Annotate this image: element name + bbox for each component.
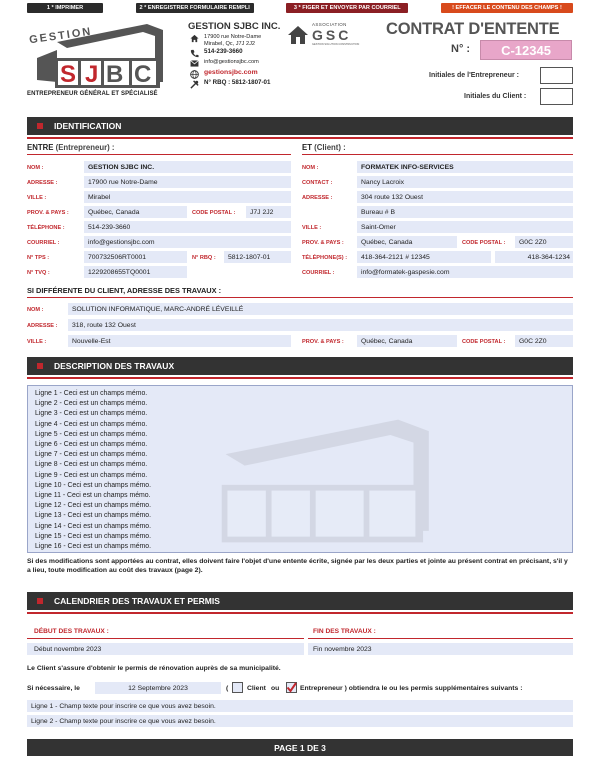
company-name: GESTION SJBC INC. bbox=[188, 21, 281, 32]
permit-line-1-field[interactable]: Ligne 1 - Champ texte pour inscrire ce que vous avez besoin. bbox=[27, 700, 573, 712]
contractor-courriel-label: COURRIEL : bbox=[27, 239, 60, 246]
checkmark-icon bbox=[286, 682, 297, 693]
svg-text:C: C bbox=[134, 61, 152, 88]
contractor-cp-field[interactable]: J7J 2J2 bbox=[246, 206, 291, 218]
tools-icon bbox=[188, 80, 200, 89]
client-adresse-label: ADRESSE : bbox=[302, 194, 333, 201]
contractor-initials-label: Initiales de l'Entrepreneur : bbox=[429, 72, 519, 79]
contractor-header: ENTRE (Entrepreneur) : bbox=[27, 143, 115, 152]
memo-line: Ligne 15 - Ceci est un champs mémo. bbox=[35, 532, 152, 540]
memo-line: Ligne 9 - Ceci est un champs mémo. bbox=[35, 471, 148, 479]
company-rbq: N° RBQ : 5812-1807-01 bbox=[204, 79, 271, 86]
contractor-tps-label: N° TPS : bbox=[27, 254, 50, 261]
contractor-adresse-field[interactable]: 17900 rue Notre-Dame bbox=[84, 176, 291, 188]
divider bbox=[27, 377, 573, 379]
memo-line: Ligne 3 - Ceci est un champs mémo. bbox=[35, 410, 148, 418]
logo-word-gestion: GESTION bbox=[28, 25, 94, 47]
works-nom-label: NOM : bbox=[27, 306, 44, 313]
contractor-ville-field[interactable]: Mirabel bbox=[84, 191, 291, 203]
association-logo bbox=[287, 22, 372, 50]
contractor-adresse-label: ADRESSE : bbox=[27, 179, 58, 186]
client-permit-checkbox[interactable] bbox=[232, 682, 243, 693]
print-button[interactable]: 1 * IMPRIMER bbox=[27, 3, 103, 13]
memo-line: Ligne 1 - Ceci est un champs mémo. bbox=[35, 390, 148, 397]
works-ville-field[interactable]: Nouvelle-Est bbox=[68, 335, 291, 347]
company-logo bbox=[27, 20, 173, 100]
contractor-tel-label: TÉLÉPHONE : bbox=[27, 224, 65, 231]
phone-icon bbox=[188, 49, 200, 58]
clear-fields-button[interactable]: ! EFFACER LE CONTENU DES CHAMPS ! bbox=[441, 3, 573, 13]
contract-title: CONTRAT D'ENTENTE bbox=[386, 20, 560, 38]
client-prov-label: PROV. & PAYS : bbox=[302, 239, 344, 246]
works-cp-label: CODE POSTAL : bbox=[462, 338, 506, 345]
memo-line: Ligne 14 - Ceci est un champs mémo. bbox=[35, 522, 152, 530]
works-prov-label: PROV. & PAYS : bbox=[302, 338, 344, 345]
contractor-cp-label: CODE POSTAL : bbox=[192, 209, 236, 216]
svg-text:J: J bbox=[85, 61, 99, 88]
memo-line: Ligne 5 - Ceci est un champs mémo. bbox=[35, 430, 148, 438]
works-address-header: SI DIFFÉRENTE DU CLIENT, ADRESSE DES TRAVAUX : bbox=[27, 286, 222, 295]
contractor-tps-field[interactable]: 700732506RT0001 bbox=[84, 251, 187, 263]
divider bbox=[27, 137, 573, 139]
client-nom-label: NOM : bbox=[302, 164, 319, 171]
client-tel-label: TÉLÉPHONE(S) : bbox=[302, 254, 348, 261]
contractor-prov-field[interactable]: Québec, Canada bbox=[84, 206, 187, 218]
client-contact-label: CONTACT : bbox=[302, 179, 333, 186]
page-footer: PAGE 1 DE 3 bbox=[27, 739, 573, 756]
client-ville-field[interactable]: Saint-Omer bbox=[357, 221, 573, 233]
association-name: GSC bbox=[312, 27, 352, 43]
divider bbox=[27, 297, 573, 298]
lock-and-email-button[interactable]: 3 * FIGER ET ENVOYER PAR COURRIEL bbox=[286, 3, 408, 13]
contractor-courriel-field[interactable]: info@gestionsjbc.com bbox=[84, 236, 291, 248]
client-nom-field[interactable]: FORMATEK INFO-SERVICES bbox=[357, 161, 573, 173]
client-prov-field[interactable]: Québec, Canada bbox=[357, 236, 457, 248]
contractor-nom-label: NOM : bbox=[27, 164, 44, 171]
divider bbox=[27, 612, 573, 614]
contractor-option-label: Entrepreneur ) obtiendra le ou les permis supplémentaires suivants : bbox=[300, 685, 523, 692]
client-contact-field[interactable]: Nancy Lacroix bbox=[357, 176, 573, 188]
end-date-field[interactable]: Fin novembre 2023 bbox=[308, 643, 573, 655]
mail-icon bbox=[188, 59, 200, 68]
section-bullet-icon bbox=[37, 123, 43, 129]
top-action-bar bbox=[27, 3, 573, 13]
contractor-ville-label: VILLE : bbox=[27, 194, 47, 201]
client-option-label: Client bbox=[247, 685, 266, 692]
modification-note: Si des modifications sont apportées au contrat, elles doivent faire l'objet d'une entente écrite, signée par les deux parties et jointe au présent contrat en précisant, s'il y a lieu, toute modification au coût des travaux (page 2). bbox=[27, 558, 568, 574]
works-nom-field[interactable]: SOLUTION INFORMATIQUE, MARC-ANDRÉ LÉVEILLÉ bbox=[68, 303, 573, 315]
svg-text:B: B bbox=[106, 61, 124, 88]
memo-line: Ligne 16 - Ceci est un champs mémo. bbox=[35, 543, 152, 551]
contract-number-field[interactable]: C-12345 bbox=[480, 40, 572, 60]
client-tel1-field[interactable]: 418-364-2121 # 12345 bbox=[357, 251, 491, 263]
client-initials-label: Initiales du Client : bbox=[464, 93, 527, 100]
contractor-tvq-label: N° TVQ : bbox=[27, 269, 50, 276]
contract-number-label: N° : bbox=[451, 43, 471, 55]
works-adresse-field[interactable]: 318, route 132 Ouest bbox=[68, 319, 573, 331]
contractor-permit-checkbox[interactable] bbox=[286, 682, 297, 693]
contractor-rbq-label: N° RBQ : bbox=[192, 254, 216, 261]
memo-line: Ligne 7 - Ceci est un champs mémo. bbox=[35, 451, 148, 459]
permit-date-field[interactable]: 12 Septembre 2023 bbox=[95, 682, 221, 694]
save-form-button[interactable]: 2 * ENREGISTRER FORMULAIRE REMPLI bbox=[136, 3, 254, 13]
company-address-line2: Mirabel, Qc, J7J 2J2 bbox=[204, 40, 255, 47]
description-header: DESCRIPTION DES TRAVAUX bbox=[27, 357, 573, 375]
memo-line: Ligne 11 - Ceci est un champs mémo. bbox=[35, 492, 151, 500]
client-initials-field[interactable] bbox=[540, 88, 573, 105]
divider bbox=[308, 638, 573, 639]
memo-line: Ligne 8 - Ceci est un champs mémo. bbox=[35, 461, 148, 469]
client-cp-label: CODE POSTAL : bbox=[462, 239, 506, 246]
or-label: ou bbox=[271, 685, 280, 692]
memo-line: Ligne 6 - Ceci est un champs mémo. bbox=[35, 441, 148, 449]
contractor-rbq-field[interactable]: 5812-1807-01 bbox=[224, 251, 291, 263]
company-phone: 514-239-3660 bbox=[204, 47, 243, 55]
description-memo-field[interactable] bbox=[27, 385, 573, 553]
contractor-prov-label: PROV. & PAYS : bbox=[27, 209, 69, 216]
paren-open: ( bbox=[226, 685, 229, 692]
permit-line-2-field[interactable]: Ligne 2 - Champ texte pour inscrire ce que vous avez besoin. bbox=[27, 715, 573, 727]
works-adresse-label: ADRESSE : bbox=[27, 322, 58, 329]
association-tagline: GESTION SOLUTION CONSTRUCTION bbox=[312, 43, 360, 46]
globe-icon bbox=[188, 70, 200, 79]
client-courriel-label: COURRIEL : bbox=[302, 269, 335, 276]
memo-line: Ligne 13 - Ceci est un champs mémo. bbox=[35, 512, 152, 520]
start-date-field[interactable]: Début novembre 2023 bbox=[27, 643, 304, 655]
client-tel2-field[interactable]: 418-364-1234 bbox=[495, 251, 573, 263]
section-bullet-icon bbox=[37, 363, 43, 369]
end-date-label: FIN DES TRAVAUX : bbox=[313, 628, 376, 635]
home-icon bbox=[188, 34, 200, 43]
company-website[interactable]: gestionsjbc.com bbox=[204, 68, 258, 76]
contractor-initials-field[interactable] bbox=[540, 67, 573, 84]
divider bbox=[27, 638, 304, 639]
svg-text:S: S bbox=[60, 61, 77, 88]
section-bullet-icon bbox=[37, 598, 43, 604]
client-cp-field[interactable]: G0C 2Z0 bbox=[515, 236, 573, 248]
logo-subtitle: ENTREPRENEUR GÉNÉRAL ET SPÉCIALISÉ bbox=[27, 91, 158, 97]
divider bbox=[302, 154, 573, 155]
start-date-label: DÉBUT DES TRAVAUX : bbox=[34, 628, 109, 635]
memo-line: Ligne 12 - Ceci est un champs mémo. bbox=[35, 502, 152, 510]
association-small: ASSOCIATION bbox=[312, 22, 347, 27]
memo-line: Ligne 2 - Ceci est un champs mémo. bbox=[35, 400, 148, 408]
memo-line: Ligne 4 - Ceci est un champs mémo. bbox=[35, 420, 148, 428]
contractor-tel-field[interactable]: 514-239-3660 bbox=[84, 221, 291, 233]
identification-header: IDENTIFICATION bbox=[27, 117, 573, 135]
works-ville-label: VILLE : bbox=[27, 338, 47, 345]
divider bbox=[27, 154, 291, 155]
if-needed-label: Si nécessaire, le bbox=[27, 685, 80, 692]
calendar-header: CALENDRIER DES TRAVAUX ET PERMIS bbox=[27, 592, 573, 610]
memo-line: Ligne 10 - Ceci est un champs mémo. bbox=[35, 481, 152, 489]
company-email: info@gestionsjbc.com bbox=[204, 59, 259, 65]
client-courriel-field[interactable]: info@formatek-gaspesie.com bbox=[357, 266, 573, 278]
client-ville-label: VILLE : bbox=[302, 224, 322, 231]
contractor-tvq-field[interactable]: 1229208655TQ0001 bbox=[84, 266, 187, 278]
client-header: ET (Client) : bbox=[302, 143, 346, 152]
works-cp-field[interactable]: G0C 2Z0 bbox=[515, 335, 573, 347]
works-prov-field[interactable]: Québec, Canada bbox=[357, 335, 457, 347]
company-address-line1: 17900 rue Notre-Dame bbox=[204, 34, 262, 40]
permit-note: Le Client s'assure d'obtenir le permis de rénovation auprès de sa municipalité. bbox=[27, 665, 281, 672]
client-adresse-field[interactable]: 304 route 132 Ouest bbox=[357, 191, 573, 203]
client-adresse2-field[interactable]: Bureau # B bbox=[357, 206, 573, 218]
contractor-nom-field[interactable]: GESTION SJBC INC. bbox=[84, 161, 291, 173]
company-info bbox=[188, 21, 293, 91]
